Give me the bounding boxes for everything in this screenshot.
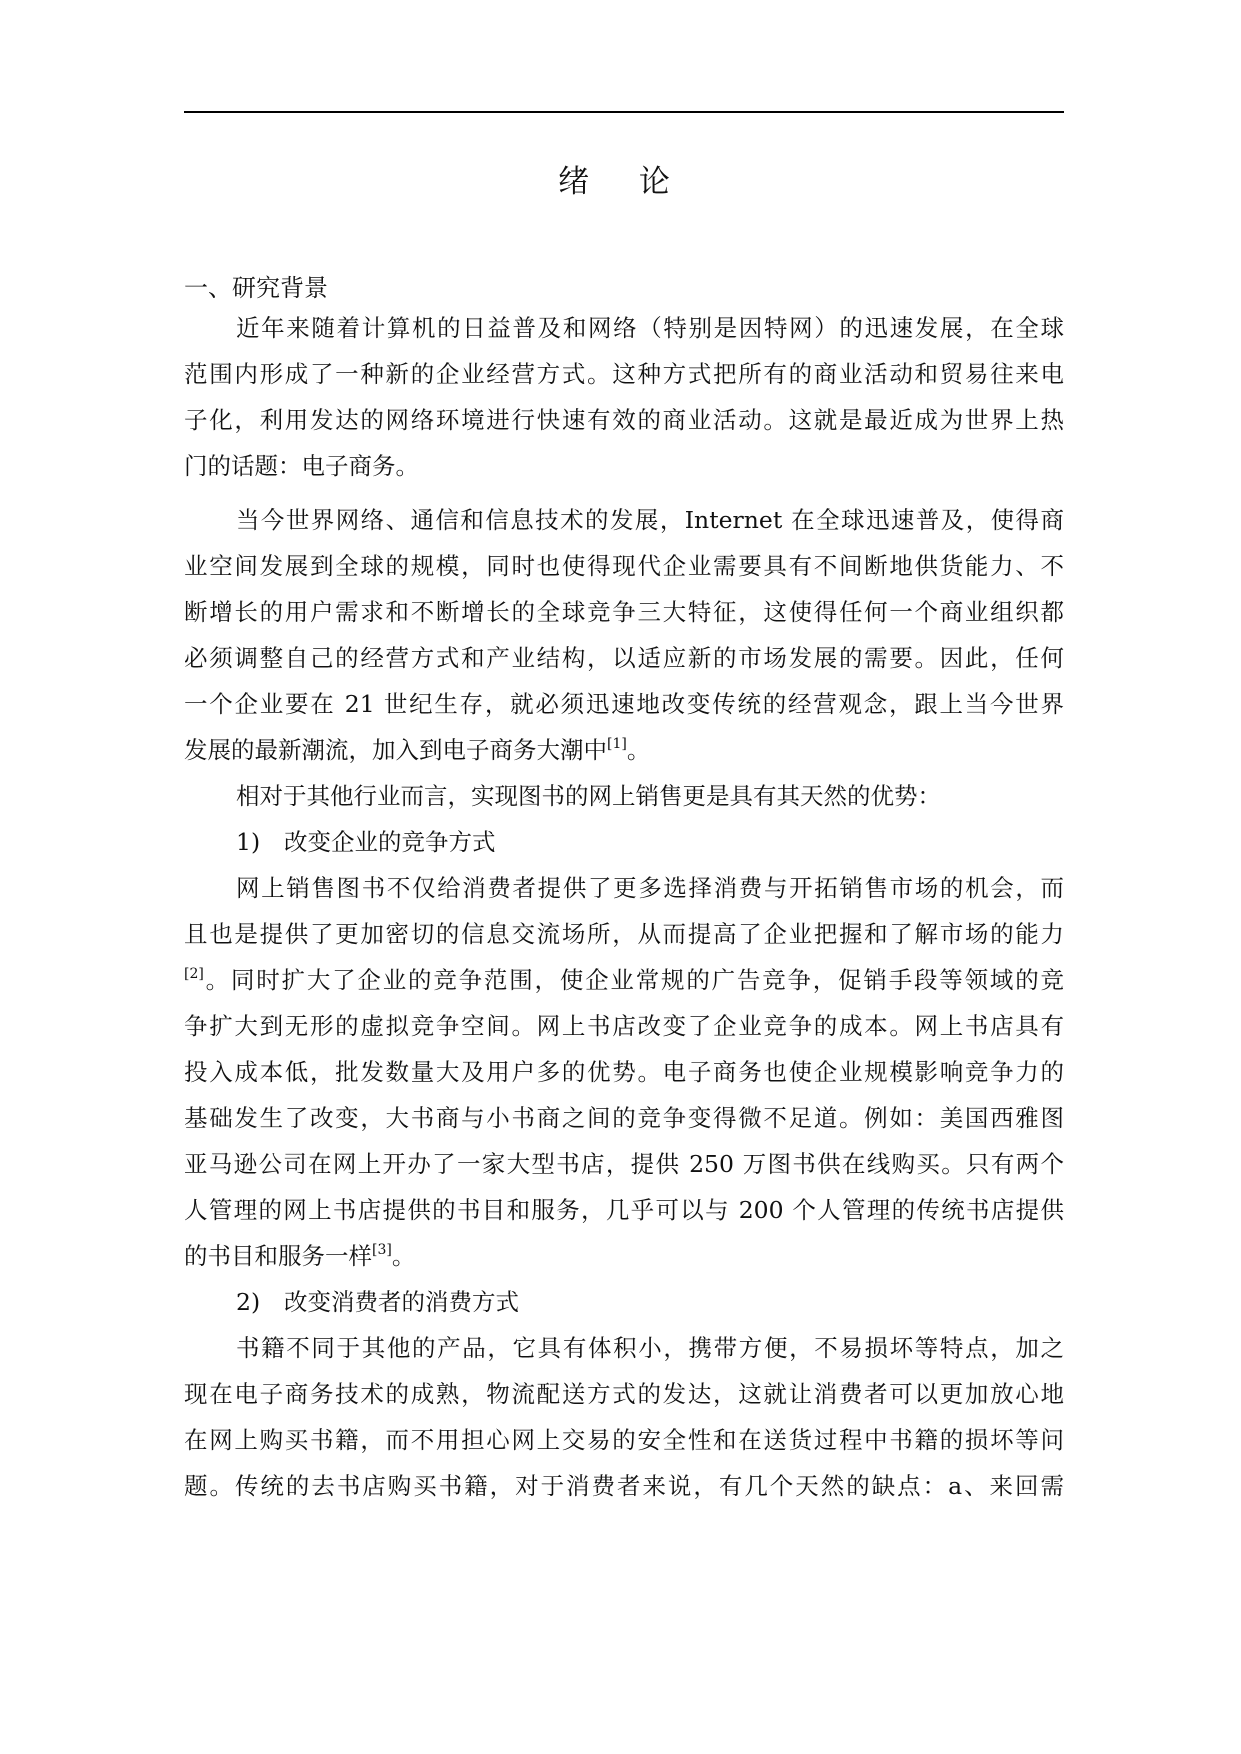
paragraph-line: 在网上购买书籍，而不用担心网上交易的安全性和在送货过程中书籍的损坏等问 — [184, 1426, 1064, 1454]
paragraph-line: 断增长的用户需求和不断增长的全球竞争三大特征，这使得任何一个商业组织都 — [184, 598, 1064, 626]
header-rule — [184, 111, 1064, 113]
paragraph-line — [184, 732, 1064, 768]
section-heading: 一、研究背景 — [184, 274, 328, 302]
paragraph-line: 业空间发展到全球的规模，同时也使得现代企业需要具有不间断地供货能力、不 — [184, 552, 1064, 580]
paragraph-line: 争扩大到无形的虚拟竞争空间。网上书店改变了企业竞争的成本。网上书店具有 — [184, 1012, 1064, 1040]
paragraph-line: 书籍不同于其他的产品，它具有体积小，携带方便，不易损坏等特点，加之 — [236, 1334, 1064, 1362]
paragraph-line: 当今世界网络、通信和信息技术的发展，Internet 在全球迅速普及，使得商 — [236, 506, 1064, 534]
paragraph-line: 现在电子商务技术的成熟，物流配送方式的发达，这就让消费者可以更加放心地 — [184, 1380, 1064, 1408]
paragraph-line: 必须调整自己的经营方式和产业结构，以适应新的市场发展的需要。因此，任何 — [184, 644, 1064, 672]
list-text: 改变消费者的消费方式 — [284, 1288, 519, 1316]
line-text: 发展的最新潮流，加入到电子商务大潮中 — [184, 736, 607, 764]
line-text: 的书目和服务一样 — [184, 1242, 372, 1270]
paragraph-line — [184, 962, 1064, 998]
citation-ref: [2] — [184, 966, 204, 982]
paragraph-line: 题。传统的去书店购买书籍，对于消费者来说，有几个天然的缺点：a、来回需 — [184, 1472, 1064, 1500]
line-text: 。 — [391, 1242, 416, 1270]
paragraph-line: 且也是提供了更加密切的信息交流场所，从而提高了企业把握和了解市场的能力 — [184, 920, 1064, 948]
line-text: 。同时扩大了企业的竞争范围，使企业常规的广告竞争，促销手段等领域的竞 — [203, 966, 1064, 994]
paragraph-line: 近年来随着计算机的日益普及和网络（特别是因特网）的迅速发展，在全球 — [236, 314, 1064, 342]
list-number: 2) — [236, 1288, 261, 1316]
paragraph-line: 人管理的网上书店提供的书目和服务，几乎可以与 200 个人管理的传统书店提供 — [184, 1196, 1064, 1224]
paragraph-line: 亚马逊公司在网上开办了一家大型书店，提供 250 万图书供在线购买。只有两个 — [184, 1150, 1064, 1178]
line-text: 。 — [626, 736, 651, 764]
paragraph-line: 投入成本低，批发数量大及用户多的优势。电子商务也使企业规模影响竞争力的 — [184, 1058, 1064, 1086]
list-text: 改变企业的竞争方式 — [284, 828, 496, 856]
list-item — [236, 1284, 519, 1320]
list-number: 1) — [236, 828, 261, 856]
paragraph-line — [184, 1238, 1064, 1274]
paragraph-line: 范围内形成了一种新的企业经营方式。这种方式把所有的商业活动和贸易往来电 — [184, 360, 1064, 388]
paragraph-line: 子化，利用发达的网络环境进行快速有效的商业活动。这就是最近成为世界上热 — [184, 406, 1064, 434]
citation-ref: [3] — [372, 1242, 392, 1258]
page-title: 绪 论 — [558, 164, 690, 200]
paragraph-line: 网上销售图书不仅给消费者提供了更多选择消费与开拓销售市场的机会，而 — [236, 874, 1064, 902]
list-item — [236, 824, 496, 860]
citation-ref: [1] — [607, 736, 627, 752]
paragraph-line: 基础发生了改变，大书商与小书商之间的竞争变得微不足道。例如：美国西雅图 — [184, 1104, 1064, 1132]
paragraph-line: 门的话题：电子商务。 — [184, 452, 419, 480]
paragraph-line: 一个企业要在 21 世纪生存，就必须迅速地改变传统的经营观念，跟上当今世界 — [184, 690, 1064, 718]
paragraph-line: 相对于其他行业而言，实现图书的网上销售更是具有其天然的优势： — [236, 782, 941, 810]
